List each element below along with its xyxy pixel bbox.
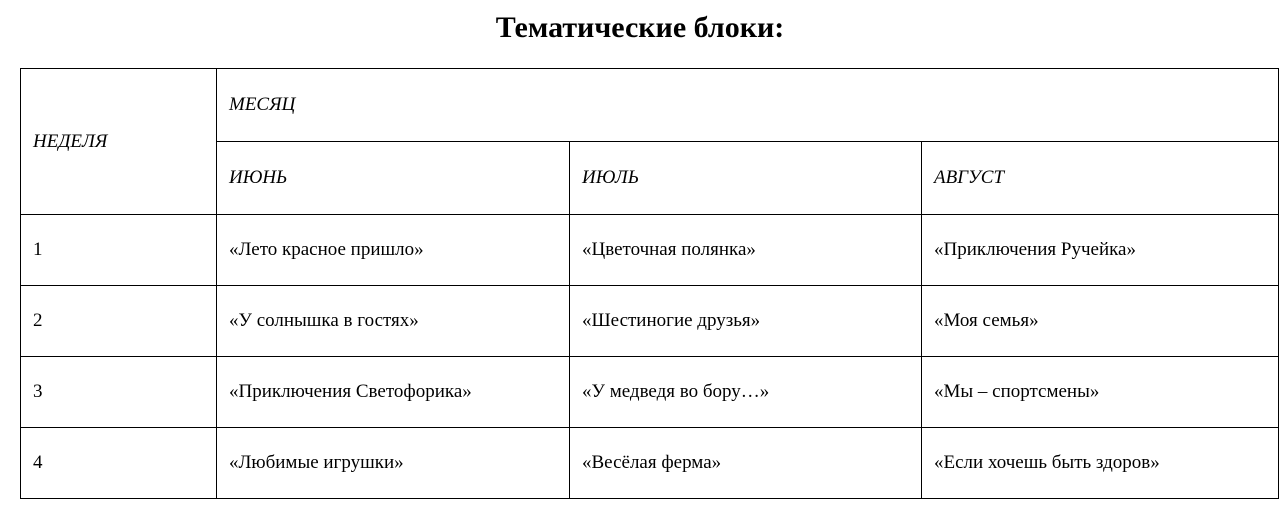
table-cell: «Весёлая ферма» bbox=[570, 428, 922, 499]
thematic-blocks-table bbox=[20, 68, 1279, 499]
table-cell: «Лето красное пришло» bbox=[217, 215, 570, 286]
table-row bbox=[21, 286, 1279, 357]
table-cell: «Моя семья» bbox=[922, 286, 1279, 357]
table-cell: «Приключения Светофорика» bbox=[217, 357, 570, 428]
table-cell: «Любимые игрушки» bbox=[217, 428, 570, 499]
month-header-august: АВГУСТ bbox=[922, 142, 1279, 215]
page-title: Тематические блоки: bbox=[495, 11, 785, 44]
month-header-july: ИЮЛЬ bbox=[570, 142, 922, 215]
table-cell: «Шестиногие друзья» bbox=[570, 286, 922, 357]
table-cell: «Если хочешь быть здоров» bbox=[922, 428, 1279, 499]
week-number: 1 bbox=[21, 215, 217, 286]
table-cell: «У солнышка в гостях» bbox=[217, 286, 570, 357]
week-number: 2 bbox=[21, 286, 217, 357]
table-cell: «Цветочная полянка» bbox=[570, 215, 922, 286]
month-column-header: МЕСЯЦ bbox=[217, 69, 1279, 142]
table-cell: «Мы – спортсмены» bbox=[922, 357, 1279, 428]
table-row bbox=[21, 357, 1279, 428]
table-row bbox=[21, 428, 1279, 499]
table-header-row bbox=[21, 69, 1279, 142]
month-header-june: ИЮНЬ bbox=[217, 142, 570, 215]
week-column-header: НЕДЕЛЯ bbox=[21, 69, 217, 215]
table-cell: «Приключения Ручейка» bbox=[922, 215, 1279, 286]
table-cell: «У медведя во бору…» bbox=[570, 357, 922, 428]
week-number: 3 bbox=[21, 357, 217, 428]
week-number: 4 bbox=[21, 428, 217, 499]
table-row bbox=[21, 215, 1279, 286]
